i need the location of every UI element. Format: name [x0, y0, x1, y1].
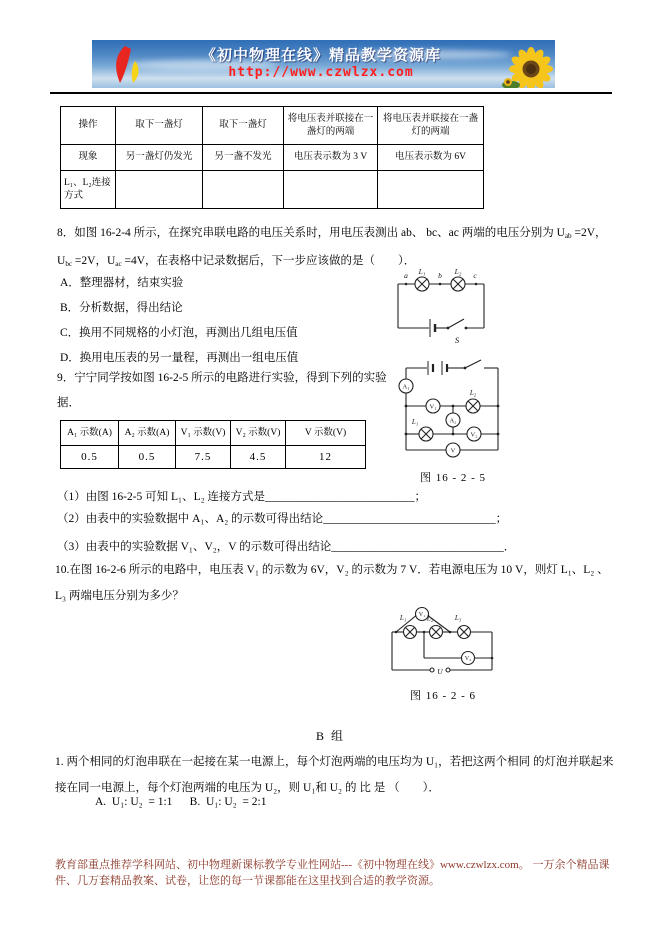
readings-table: [60, 420, 366, 469]
lamp-label-l3: L₃: [454, 614, 462, 622]
table-cell: 12: [286, 446, 366, 469]
sunflower-icon: [493, 45, 555, 88]
ammeter-label-a1: A₁: [402, 383, 410, 391]
question-8-options: [60, 271, 420, 371]
question-9-text: 9．宁宁同学按如图 16-2-5 所示的电路进行实验，得到下列的实验据．: [57, 372, 387, 409]
voltmeter-label-v1: V₁: [429, 403, 437, 411]
table-cell: [203, 171, 284, 209]
lamp-icon: [458, 626, 471, 639]
table-cell: 另一盏灯仍发光: [116, 145, 203, 171]
table-cell: 现象: [61, 145, 116, 171]
table-cell: [284, 171, 378, 209]
lamp-label-l1: L₁: [399, 614, 407, 622]
table-cell: 4.5: [231, 446, 286, 469]
node-label-c: c: [473, 271, 477, 280]
table-cell: [116, 171, 203, 209]
lamp-label-l2: L₂: [454, 267, 462, 276]
switch-icon: [448, 319, 464, 328]
figure-caption: 图 16 - 2 - 6: [409, 690, 477, 702]
lamp-icon: [430, 626, 443, 639]
node-label-a: a: [404, 271, 408, 280]
option-a: A．整理器材，结束实验: [60, 277, 184, 289]
option-c: C．换用不同规格的小灯泡，再测出几组电压值: [60, 327, 298, 339]
section-b-question-1: 1. 两个相同的灯泡串联在一起接在某一电源上，每个灯泡两端的电压均为 U₁，若把这两个相同 的灯泡并联起来接在同一电源上，每个灯泡两端的电压为 U₂，则 U₁和 U₂ 的 比 是 （ ）．: [55, 756, 614, 794]
table-cell: 操作: [61, 107, 116, 145]
lamp-icon: [419, 427, 433, 441]
table-cell: 0.5: [119, 446, 176, 469]
table-cell: 将电压表并联接在一盏灯的两端: [378, 107, 484, 145]
table-cell: [378, 171, 484, 209]
circuit-diagram-16-2-6: [386, 606, 500, 678]
table-cell: 0.5: [61, 446, 119, 469]
figure-16-2-4: [390, 266, 492, 357]
column-header: A₁ 示数(A): [61, 421, 119, 446]
lamp-label-l1: L₁: [411, 418, 419, 426]
section-b-title: B 组: [315, 729, 345, 743]
banner-title: 《初中物理在线》精品教学资源库: [200, 48, 441, 64]
lamp-icon: [451, 277, 465, 291]
voltmeter-label-v1: V₁: [418, 612, 426, 619]
lamp-icon: [466, 399, 480, 413]
table-cell: 取下一盏灯: [203, 107, 284, 145]
table-cell: 另一盏不发光: [203, 145, 284, 171]
voltmeter-label-v2: V₂: [464, 656, 472, 663]
lamp-label-l2: L₂: [426, 614, 434, 623]
lamp-icon: [415, 277, 429, 291]
question-8-text: 8．如图 16-2-4 所示，在探究串联电路的电压关系时，用电压表测出 ab、 bc、ac 两端的电压分别为 Uab =2V，Ubc =2V，Uac =4V，在表格中记录数据后，下一步应该做的是（ ）．: [57, 227, 607, 268]
site-logo-icon: [108, 44, 148, 86]
subitem-3: （3）由表中的实验数据 V₁、V₂，V 的示数可得出结论______________________________．: [57, 541, 516, 553]
table-cell: L₁、L₂连接方式: [61, 171, 116, 209]
column-header: V₁ 示数(V): [176, 421, 231, 446]
figure-caption: 图 16 - 2 - 5: [419, 472, 487, 484]
footer-promo-text: 教育部重点推荐学科网站、初中物理新课标教学专业性网站---《初中物理在线》www.czwlzx.com。 一万余个精品课件、几万套精品教案、试卷，让您的每一节课都能在这里找到合适的教学资源。: [55, 859, 610, 887]
header-divider: [50, 92, 612, 94]
table-cell: 电压表示数为 3 V: [284, 145, 378, 171]
table-cell: 将电压表并联接在一盏灯的两端: [284, 107, 378, 145]
column-header: V₂ 示数(V): [231, 421, 286, 446]
voltmeter-label-v2: V₂: [470, 431, 478, 439]
source-label-u: U: [437, 667, 443, 676]
site-banner: [92, 40, 555, 88]
circuit-diagram-16-2-4: [390, 266, 492, 352]
experiment-table: [60, 106, 484, 209]
section-b-question-1-options: A. U₁: U₂ = 1:1 B. U₁: U₂ = 2:1: [95, 796, 267, 808]
subitem-1: （1）由图 16-2-5 可知 L₁、L₂ 连接方式是__________________________；: [57, 491, 426, 503]
option-d: D．换用电压表的另一量程，再测出一组电压值: [60, 352, 299, 364]
table-cell: 电压表示数为 6V: [378, 145, 484, 171]
battery-icon: [428, 361, 447, 375]
switch-label: S: [454, 335, 460, 345]
voltmeter-label-v: V: [450, 447, 456, 455]
battery-icon: [430, 319, 435, 337]
banner-url: http://www.czwlzx.com: [228, 65, 414, 80]
node-label-b: b: [438, 271, 442, 280]
subitem-2: （2）由表中的实验数据中 A₁、A₂ 的示数可得出结论______________________________；: [57, 513, 508, 525]
figure-16-2-6: [384, 606, 502, 703]
column-header: V 示数(V): [286, 421, 366, 446]
question-10-text: 10.在图 16-2-6 所示的电路中，电压表 V₁ 的示数为 6V，V₂ 的示数为 7 V．若电源电压为 10 V，则灯 L₁、L₂ 、L₃ 两端电压分别为多少？: [55, 564, 609, 602]
option-b: B．分析数据，得出结论: [60, 302, 183, 314]
circuit-diagram-16-2-5: [398, 358, 508, 460]
figure-16-2-5: [397, 358, 509, 485]
lamp-label-l1: L₁: [418, 267, 426, 276]
table-cell: 7.5: [176, 446, 231, 469]
switch-icon: [465, 360, 481, 368]
ammeter-label-a2: A₂: [449, 417, 457, 425]
column-header: A₂ 示数(A): [119, 421, 176, 446]
question-9-subitems: [57, 486, 577, 558]
lamp-label-l2: L₂: [469, 389, 477, 397]
table-cell: 取下一盏灯: [116, 107, 203, 145]
lamp-icon: [404, 626, 417, 639]
